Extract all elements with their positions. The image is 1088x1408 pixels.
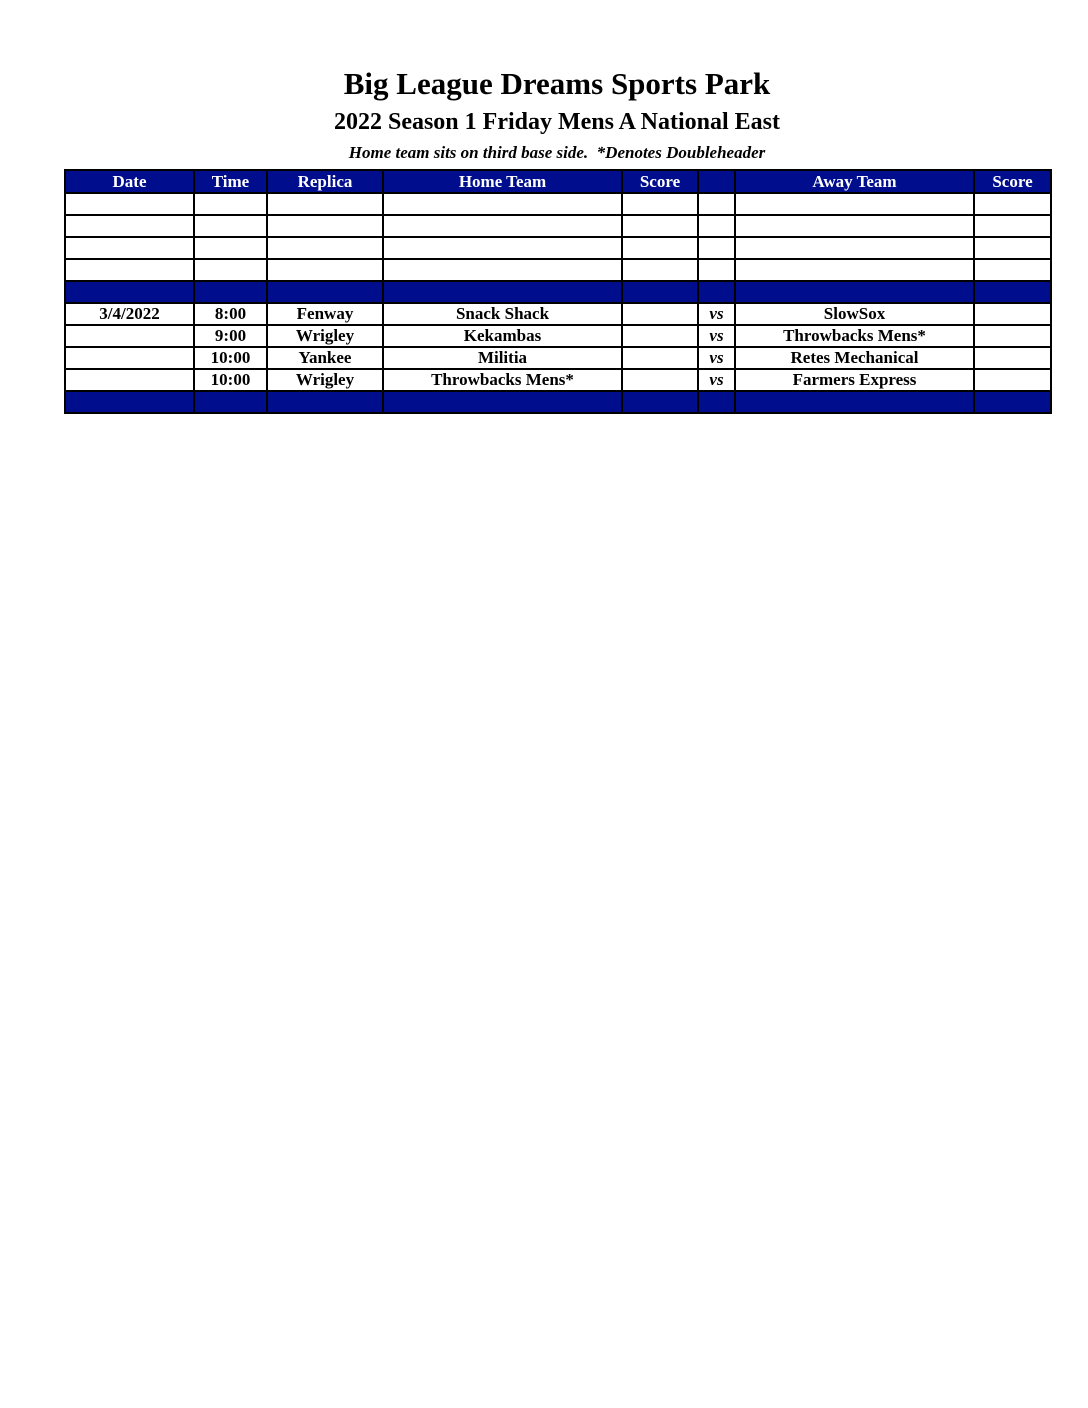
table-cell <box>622 237 698 259</box>
vs-label: vs <box>698 303 735 325</box>
game-time: 9:00 <box>194 325 267 347</box>
table-cell <box>267 193 383 215</box>
game-date: 3/4/2022 <box>65 303 194 325</box>
game-replica: Wrigley <box>267 369 383 391</box>
table-cell <box>698 237 735 259</box>
game-time: 10:00 <box>194 369 267 391</box>
table-cell <box>735 193 974 215</box>
game-date <box>65 347 194 369</box>
table-cell <box>383 259 622 281</box>
home-score <box>622 347 698 369</box>
table-cell <box>267 237 383 259</box>
table-cell <box>974 215 1051 237</box>
table-cell <box>194 237 267 259</box>
game-time: 10:00 <box>194 347 267 369</box>
vs-label: vs <box>698 369 735 391</box>
separator-band-row <box>65 281 1051 303</box>
table-cell <box>194 259 267 281</box>
schedule-subtitle: 2022 Season 1 Friday Mens A National East <box>333 109 781 135</box>
table-cell <box>383 193 622 215</box>
vs-label: vs <box>698 325 735 347</box>
game-time: 8:00 <box>194 303 267 325</box>
game-row <box>65 347 1051 369</box>
home-score <box>622 325 698 347</box>
table-cell <box>65 237 194 259</box>
game-date <box>65 325 194 347</box>
table-cell <box>622 193 698 215</box>
game-replica: Wrigley <box>267 325 383 347</box>
page-title: Big League Dreams Sports Park <box>343 66 771 101</box>
table-cell <box>194 193 267 215</box>
separator-band-row <box>65 391 1051 413</box>
table-cell <box>974 193 1051 215</box>
column-header-date: Date <box>65 170 194 193</box>
column-header-away-team: Away Team <box>735 170 974 193</box>
home-team: Snack Shack <box>383 303 622 325</box>
game-replica: Fenway <box>267 303 383 325</box>
home-score <box>622 303 698 325</box>
table-cell <box>65 259 194 281</box>
empty-row <box>65 215 1051 237</box>
vs-label: vs <box>698 347 735 369</box>
game-replica: Yankee <box>267 347 383 369</box>
column-header-home-team: Home Team <box>383 170 622 193</box>
away-score <box>974 369 1051 391</box>
table-cell <box>698 215 735 237</box>
empty-row <box>65 259 1051 281</box>
home-team: Militia <box>383 347 622 369</box>
table-cell <box>622 215 698 237</box>
away-team: Farmers Express <box>735 369 974 391</box>
table-cell <box>383 237 622 259</box>
table-cell <box>974 259 1051 281</box>
away-team: Retes Mechanical <box>735 347 974 369</box>
away-score <box>974 347 1051 369</box>
table-cell <box>267 215 383 237</box>
table-cell <box>194 215 267 237</box>
table-cell <box>698 193 735 215</box>
table-cell <box>735 215 974 237</box>
table-cell <box>735 237 974 259</box>
home-score <box>622 369 698 391</box>
table-cell <box>974 237 1051 259</box>
game-date <box>65 369 194 391</box>
table-cell <box>65 215 194 237</box>
game-row <box>65 303 1051 325</box>
table-cell <box>735 259 974 281</box>
column-header-vs <box>698 170 735 193</box>
column-header-replica: Replica <box>267 170 383 193</box>
home-team: Throwbacks Mens* <box>383 369 622 391</box>
column-header-time: Time <box>194 170 267 193</box>
table-cell <box>65 193 194 215</box>
table-cell <box>698 259 735 281</box>
column-header-home-score: Score <box>622 170 698 193</box>
schedule-note: Home team sits on third base side. *Denotes Doubleheader <box>348 143 766 162</box>
empty-row <box>65 193 1051 215</box>
game-row <box>65 325 1051 347</box>
away-score <box>974 325 1051 347</box>
table-cell <box>622 259 698 281</box>
away-team: SlowSox <box>735 303 974 325</box>
home-team: Kekambas <box>383 325 622 347</box>
schedule-table <box>64 169 1052 414</box>
away-team: Throwbacks Mens* <box>735 325 974 347</box>
column-header-away-score: Score <box>974 170 1051 193</box>
away-score <box>974 303 1051 325</box>
empty-row <box>65 237 1051 259</box>
table-cell <box>383 215 622 237</box>
game-row <box>65 369 1051 391</box>
table-header-row <box>65 170 1051 193</box>
table-cell <box>267 259 383 281</box>
